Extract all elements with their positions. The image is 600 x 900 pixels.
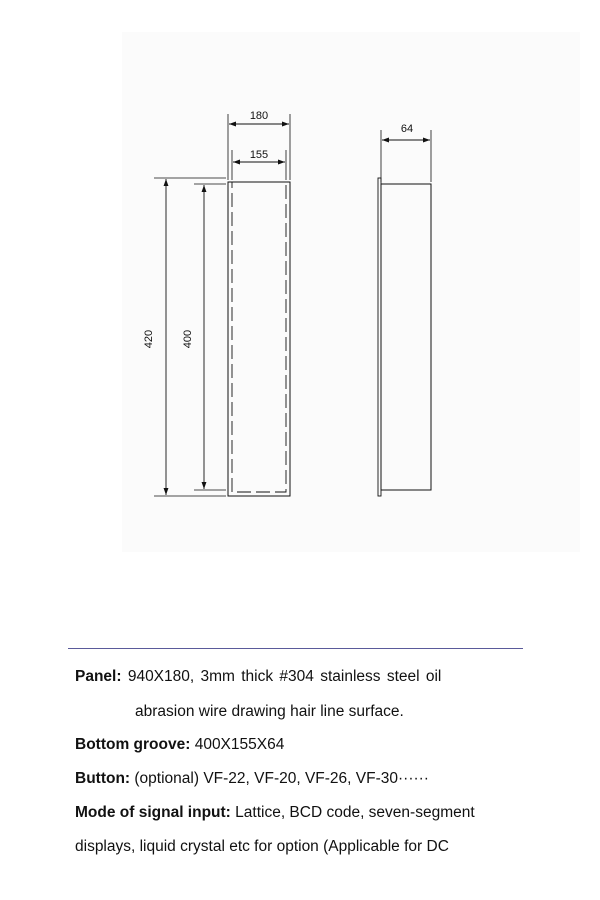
depth-label: 64 bbox=[400, 123, 414, 135]
spec-signal-input-text: Lattice, BCD code, seven-segment bbox=[230, 804, 475, 821]
spec-signal-input bbox=[75, 803, 545, 823]
spec-button-label: Button: bbox=[75, 770, 131, 787]
spec-bottom-groove-label: Bottom groove: bbox=[75, 736, 191, 753]
spec-panel bbox=[75, 667, 545, 687]
spec-button bbox=[75, 769, 545, 789]
spec-panel-label: Panel: bbox=[75, 668, 122, 685]
separator-line bbox=[68, 648, 523, 649]
technical-drawing-area bbox=[122, 32, 580, 552]
side-groove-box bbox=[381, 184, 431, 490]
technical-drawing bbox=[122, 32, 580, 552]
spec-panel-text: 940X180, 3mm thick #304 stainless steel oil bbox=[121, 668, 442, 685]
width-inner-label: 155 bbox=[249, 149, 269, 161]
front-groove-hidden-outline bbox=[232, 182, 286, 492]
spec-button-text: (optional) VF-22, VF-20, VF-26, VF-30······ bbox=[130, 770, 429, 787]
width-outer-label: 180 bbox=[249, 110, 269, 122]
spec-signal-input-continued bbox=[75, 837, 545, 857]
spec-panel-continued bbox=[135, 702, 600, 722]
spec-signal-input-text-continued: displays, liquid crystal etc for option (Applicable for DC bbox=[75, 838, 449, 855]
front-panel-outline bbox=[228, 182, 290, 496]
spec-bottom-groove-text: 400X155X64 bbox=[190, 736, 285, 753]
height-outer-label: 420 bbox=[143, 329, 155, 349]
height-inner-label: 400 bbox=[182, 329, 194, 349]
spec-bottom-groove bbox=[75, 735, 545, 755]
spec-signal-input-label: Mode of signal input: bbox=[75, 804, 231, 821]
spec-panel-text-continued: abrasion wire drawing hair line surface. bbox=[135, 703, 404, 720]
